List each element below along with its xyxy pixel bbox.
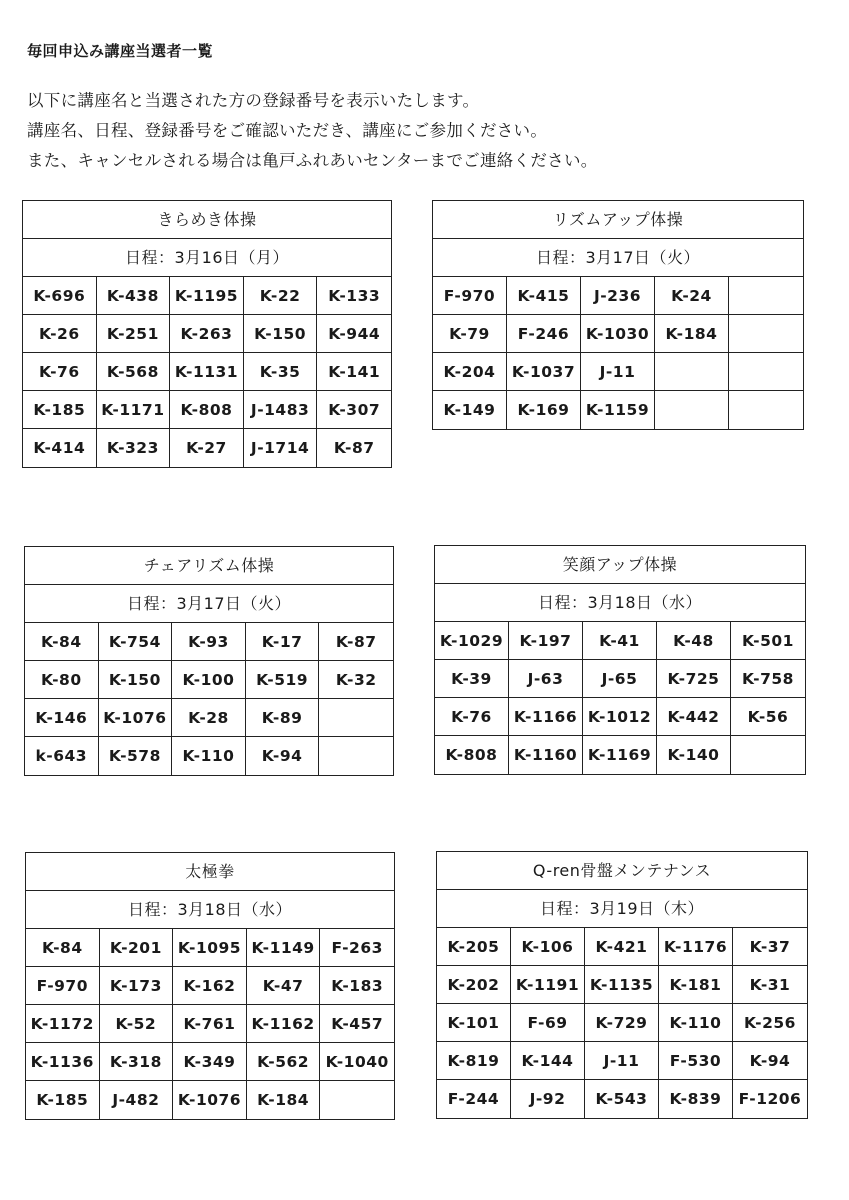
registration-number-cell: F-263: [320, 929, 394, 967]
registration-number-cell: K-31: [733, 966, 807, 1004]
registration-number-cell: K-76: [23, 353, 97, 391]
registration-number-cell: [319, 699, 393, 737]
registration-number-cell: J-92: [511, 1080, 585, 1118]
registration-number-cell: J-1483: [244, 391, 318, 429]
registration-number-cell: K-1169: [583, 736, 657, 774]
registration-number-cell: K-421: [585, 928, 659, 966]
registration-number-cell: F-530: [659, 1042, 733, 1080]
registration-number-cell: K-725: [657, 660, 731, 698]
intro-line: 以下に講座名と当選された方の登録番号を表示いたします。: [27, 91, 480, 110]
registration-number-cell: K-37: [733, 928, 807, 966]
registration-number-cell: K-944: [317, 315, 391, 353]
registration-number-cell: J-11: [581, 353, 655, 391]
registration-number-cell: K-181: [659, 966, 733, 1004]
registration-number-cell: K-1029: [435, 622, 509, 660]
registration-number-cell: K-519: [246, 661, 320, 699]
course-date: 日程：3月19日（木）: [437, 890, 807, 928]
registration-number-cell: K-184: [247, 1081, 321, 1119]
registration-number-cell: K-110: [172, 737, 246, 775]
course-name: リズムアップ体操: [433, 201, 803, 239]
registration-number-cell: K-263: [170, 315, 244, 353]
registration-number-cell: K-146: [25, 699, 99, 737]
course-table-rhythm-up: [432, 200, 804, 430]
registration-number-cell: K-84: [25, 623, 99, 661]
registration-number-cell: K-562: [247, 1043, 321, 1081]
registration-number-cell: K-141: [317, 353, 391, 391]
registration-number-cell: K-307: [317, 391, 391, 429]
registration-number-cell: K-133: [317, 277, 391, 315]
registration-number-cell: K-1162: [247, 1005, 321, 1043]
registration-number-cell: K-839: [659, 1080, 733, 1118]
registration-number-grid: [435, 622, 805, 774]
registration-number-cell: K-1076: [99, 699, 173, 737]
registration-number-cell: J-1714: [244, 429, 318, 467]
registration-number-cell: J-236: [581, 277, 655, 315]
course-date: 日程：3月17日（火）: [25, 585, 393, 623]
registration-number-cell: K-323: [97, 429, 171, 467]
registration-number-cell: K-1195: [170, 277, 244, 315]
registration-number-cell: K-1160: [509, 736, 583, 774]
registration-number-cell: K-149: [433, 391, 507, 429]
registration-number-cell: F-1206: [738, 1090, 802, 1108]
registration-number-cell: K-197: [509, 622, 583, 660]
registration-number-cell: K-84: [26, 929, 100, 967]
registration-number-cell: K-87: [319, 623, 393, 661]
registration-number-grid: [433, 277, 803, 429]
registration-number-cell: K-1166: [509, 698, 583, 736]
registration-number-cell: K-318: [100, 1043, 174, 1081]
registration-number-cell: K-26: [23, 315, 97, 353]
registration-number-cell: F-970: [433, 277, 507, 315]
registration-number-cell: K-76: [435, 698, 509, 736]
registration-number-cell: K-251: [97, 315, 171, 353]
registration-number-cell: K-106: [511, 928, 585, 966]
registration-number-grid: [25, 623, 393, 775]
registration-number-cell: K-696: [23, 277, 97, 315]
registration-number-cell: K-100: [172, 661, 246, 699]
registration-number-cell: K-185: [26, 1081, 100, 1119]
registration-number-cell: K-150: [99, 661, 173, 699]
registration-number-cell: K-184: [655, 315, 729, 353]
registration-number-cell: K-758: [731, 660, 805, 698]
registration-number-cell: K-1171: [97, 391, 171, 429]
registration-number-cell: K-438: [97, 277, 171, 315]
course-table-taikyokuken: [25, 852, 395, 1120]
registration-number-cell: K-754: [99, 623, 173, 661]
registration-number-grid: [26, 929, 394, 1119]
registration-number-cell: K-1176: [659, 928, 733, 966]
registration-number-cell: F-970: [26, 967, 100, 1005]
registration-number-cell: J-65: [583, 660, 657, 698]
registration-number-cell: K-28: [172, 699, 246, 737]
registration-number-cell: K-202: [437, 966, 511, 1004]
registration-number-cell: K-162: [173, 967, 247, 1005]
intro-line: また、キャンセルされる場合は亀戸ふれあいセンターまでご連絡ください。: [27, 151, 598, 170]
course-date: 日程：3月16日（月）: [23, 239, 391, 277]
registration-number-cell: K-1172: [26, 1005, 100, 1043]
course-name: きらめき体操: [23, 201, 391, 239]
registration-number-cell: [319, 737, 393, 775]
registration-number-cell: K-1040: [320, 1043, 394, 1081]
registration-number-cell: K-150: [244, 315, 318, 353]
registration-number-cell: K-27: [170, 429, 244, 467]
registration-number-cell: K-87: [333, 439, 375, 457]
registration-number-cell: K-169: [507, 391, 581, 429]
registration-number-cell: K-1131: [170, 353, 244, 391]
registration-number-cell: K-1149: [247, 929, 321, 967]
registration-number-cell: K-349: [173, 1043, 247, 1081]
registration-number-cell: [729, 391, 803, 429]
registration-number-cell: K-761: [173, 1005, 247, 1043]
registration-number-cell: K-24: [655, 277, 729, 315]
registration-number-cell: K-79: [433, 315, 507, 353]
registration-number-cell: K-47: [247, 967, 321, 1005]
registration-number-cell: K-1076: [173, 1081, 247, 1119]
registration-number-cell: K-94: [733, 1042, 807, 1080]
registration-number-cell: J-63: [509, 660, 583, 698]
registration-number-cell: K-457: [320, 1005, 394, 1043]
registration-number-cell: K-543: [585, 1080, 659, 1118]
course-name: 太極拳: [26, 853, 394, 891]
registration-number-cell: K-442: [657, 698, 731, 736]
registration-number-cell: K-415: [507, 277, 581, 315]
registration-number-cell: K-39: [435, 660, 509, 698]
registration-number-cell: K-32: [319, 661, 393, 699]
course-date: 日程：3月18日（水）: [26, 891, 394, 929]
registration-number-cell: J-482: [100, 1081, 174, 1119]
registration-number-cell: K-101: [437, 1004, 511, 1042]
registration-number-cell: K-501: [731, 622, 805, 660]
registration-number-cell: K-1030: [581, 315, 655, 353]
registration-number-cell: K-89: [246, 699, 320, 737]
course-table-kirameki: [22, 200, 392, 468]
registration-number-cell: K-41: [583, 622, 657, 660]
registration-number-cell: K-578: [99, 737, 173, 775]
registration-number-cell: K-94: [246, 737, 320, 775]
registration-number-cell: K-48: [657, 622, 731, 660]
registration-number-cell: K-185: [23, 391, 97, 429]
registration-number-cell: F-244: [437, 1080, 511, 1118]
registration-number-cell: [729, 315, 803, 353]
registration-number-cell: [731, 736, 805, 774]
registration-number-cell: F-246: [507, 315, 581, 353]
registration-number-cell: K-205: [437, 928, 511, 966]
registration-number-cell: [655, 391, 729, 429]
course-date: 日程：3月17日（火）: [433, 239, 803, 277]
registration-number-cell: K-204: [433, 353, 507, 391]
registration-number-cell: K-1191: [511, 966, 585, 1004]
intro-text: [27, 86, 598, 176]
registration-number-cell: K-1135: [585, 966, 659, 1004]
registration-number-cell: K-140: [657, 736, 731, 774]
registration-number-cell: K-256: [733, 1004, 807, 1042]
course-table-chair-rhythm: [24, 546, 394, 776]
registration-number-cell: K-35: [244, 353, 318, 391]
registration-number-cell: K-80: [25, 661, 99, 699]
registration-number-cell: K-52: [100, 1005, 174, 1043]
registration-number-cell: K-808: [170, 391, 244, 429]
registration-number-cell: K-729: [585, 1004, 659, 1042]
registration-number-cell: K-1095: [173, 929, 247, 967]
course-name: Q-ren骨盤メンテナンス: [437, 852, 807, 890]
registration-number-cell: J-11: [585, 1042, 659, 1080]
registration-number-cell: K-110: [659, 1004, 733, 1042]
registration-number-cell: K-173: [100, 967, 174, 1005]
registration-number-cell: [729, 277, 803, 315]
registration-number-cell: K-144: [511, 1042, 585, 1080]
registration-number-cell: K-414: [23, 429, 97, 467]
course-table-qren: [436, 851, 808, 1119]
registration-number-grid: [437, 928, 807, 1118]
registration-number-cell: K-568: [97, 353, 171, 391]
course-name: 笑顔アップ体操: [435, 546, 805, 584]
registration-number-cell: K-819: [437, 1042, 511, 1080]
registration-number-cell: K-1012: [583, 698, 657, 736]
registration-number-cell: K-17: [246, 623, 320, 661]
registration-number-cell: K-183: [320, 967, 394, 1005]
registration-number-cell: K-808: [435, 736, 509, 774]
intro-line: 講座名、日程、登録番号をご確認いただき、講座にご参加ください。: [27, 121, 548, 140]
registration-number-cell: K-22: [244, 277, 318, 315]
registration-number-cell: K-1037: [507, 353, 581, 391]
page-title: 毎回申込み講座当選者一覧: [27, 42, 214, 60]
course-name: チェアリズム体操: [25, 547, 393, 585]
registration-number-cell: [729, 353, 803, 391]
course-table-egao-up: [434, 545, 806, 775]
registration-number-cell: K-201: [100, 929, 174, 967]
registration-number-cell: K-1159: [581, 391, 655, 429]
course-date: 日程：3月18日（水）: [435, 584, 805, 622]
registration-number-cell: [655, 353, 729, 391]
registration-number-cell: K-93: [172, 623, 246, 661]
registration-number-cell: K-1136: [26, 1043, 100, 1081]
registration-number-cell: F-69: [511, 1004, 585, 1042]
registration-number-cell: k-643: [25, 737, 99, 775]
registration-number-grid: [23, 277, 391, 467]
registration-number-cell: K-56: [731, 698, 805, 736]
registration-number-cell: [320, 1081, 394, 1119]
